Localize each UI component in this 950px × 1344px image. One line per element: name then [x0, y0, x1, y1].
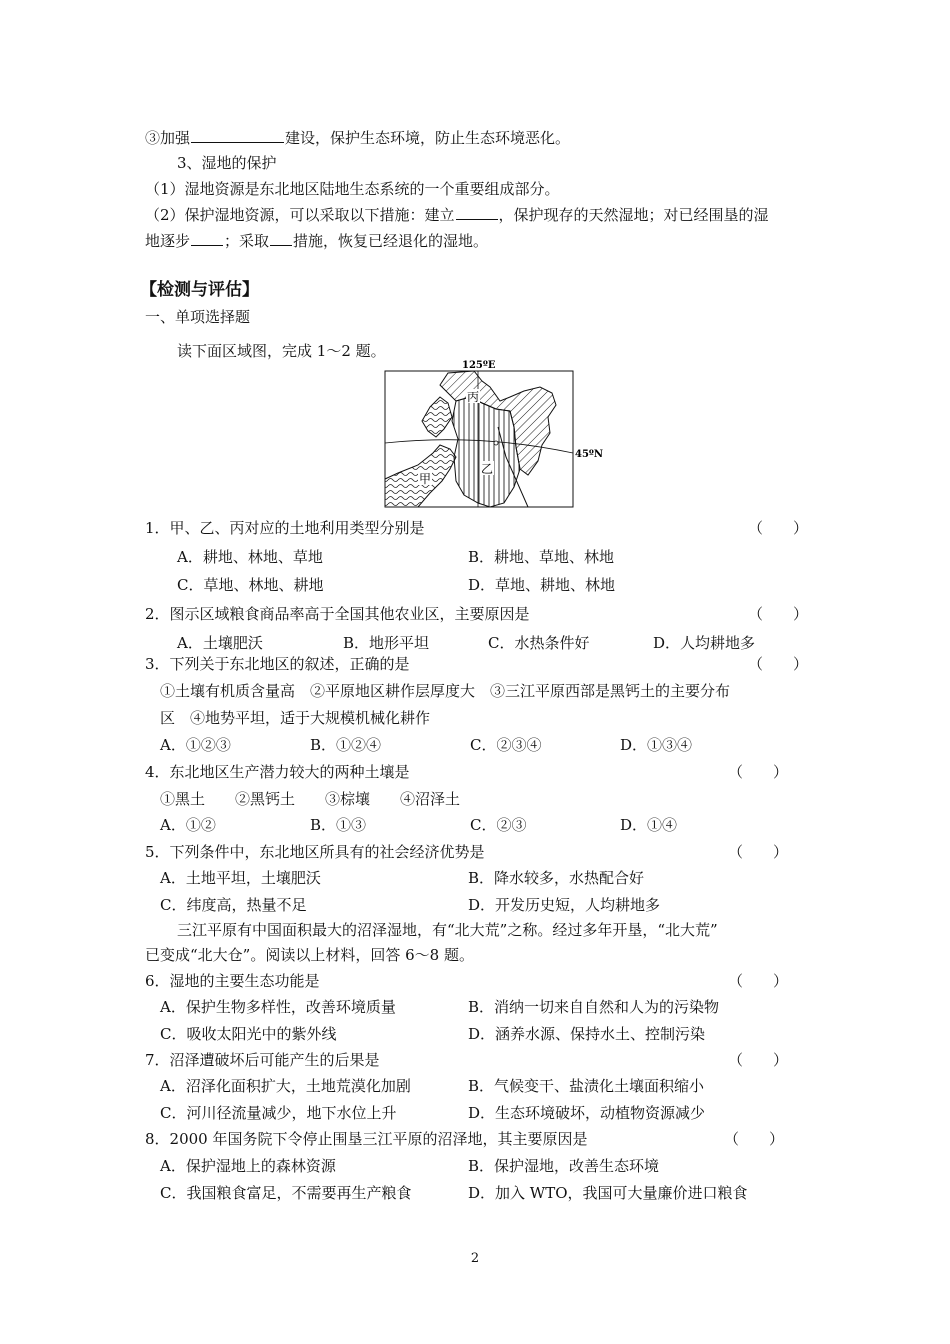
- q1-stem: 1．甲、乙、丙对应的土地利用类型分别是: [145, 519, 425, 537]
- section-title: 3、湿地的保护: [177, 154, 277, 172]
- item3-line: ③加强 建设，保护生态环境，防止生态环境恶化。: [145, 126, 570, 148]
- city-dot: [494, 441, 498, 445]
- answer-paren[interactable]: （ ）: [748, 605, 809, 623]
- map-intro: 读下面区域图，完成 1～2 题。: [177, 342, 386, 360]
- fill-blank[interactable]: [270, 229, 292, 246]
- q8-stem: 8．2000 年国务院下令停止围垦三江平原的沼泽地，其主要原因是: [145, 1130, 588, 1148]
- label-jia: 甲: [419, 472, 432, 486]
- answer-paren[interactable]: （ ）: [748, 655, 809, 673]
- label-yi: 乙: [481, 462, 494, 476]
- option-d[interactable]: D．涵养水源、保持水土、控制污染: [468, 1025, 706, 1043]
- option-c[interactable]: C．②③④: [470, 736, 542, 754]
- option-c[interactable]: C．水热条件好: [488, 634, 590, 652]
- option-c[interactable]: C．②③: [470, 816, 527, 834]
- option-a[interactable]: A．保护生物多样性，改善环境质量: [160, 998, 396, 1016]
- answer-paren[interactable]: （ ）: [748, 519, 809, 537]
- part-title: 一、单项选择题: [145, 308, 251, 326]
- lon-label: 125ºE: [462, 360, 496, 371]
- fill-blank[interactable]: [191, 126, 284, 143]
- material-text: 三江平原有中国面积最大的沼泽湿地，有“北大荒”之称。经过多年开垦，“北大荒”: [177, 921, 718, 939]
- option-d[interactable]: D．①③④: [620, 736, 693, 754]
- answer-paren[interactable]: （ ）: [728, 1051, 789, 1069]
- label-bing: 丙: [467, 390, 480, 404]
- option-b[interactable]: B．耕地、草地、林地: [468, 548, 615, 566]
- option-d[interactable]: D．人均耕地多: [653, 634, 756, 652]
- q4-stem: 4．东北地区生产潜力较大的两种土壤是: [145, 763, 410, 781]
- option-c[interactable]: C．河川径流量减少，地下水位上升: [160, 1104, 397, 1122]
- fill-blank[interactable]: [456, 203, 498, 220]
- paragraph-2: （2）保护湿地资源，可以采取以下措施：建立 ，保护现存的天然湿地；对已经围垦的湿: [145, 203, 769, 225]
- option-b[interactable]: B．气候变干、盐渍化土壤面积缩小: [468, 1077, 705, 1095]
- option-d[interactable]: D．加入 WTO，我国可大量廉价进口粮食: [468, 1184, 748, 1202]
- option-d[interactable]: D．生态环境破坏，动植物资源减少: [468, 1104, 706, 1122]
- option-d[interactable]: D．①④: [620, 816, 678, 834]
- option-d[interactable]: D．开发历史短，人均耕地多: [468, 896, 661, 914]
- option-c[interactable]: C．我国粮食富足，不需要再生产粮食: [160, 1184, 412, 1202]
- region-yi: [452, 397, 520, 507]
- answer-paren[interactable]: （ ）: [728, 972, 789, 990]
- q7-stem: 7．沼泽遭破坏后可能产生的后果是: [145, 1051, 380, 1069]
- option-b[interactable]: B．降水较多，水热配合好: [468, 869, 645, 887]
- option-a[interactable]: A．土壤肥沃: [177, 634, 263, 652]
- q4-items: ①黑土 ②黑钙土 ③棕壤 ④沼泽土: [160, 790, 461, 808]
- assessment-heading: 【检测与评估】: [140, 280, 259, 300]
- q5-stem: 5．下列条件中，东北地区所具有的社会经济优势是: [145, 843, 485, 861]
- option-a[interactable]: A．保护湿地上的森林资源: [160, 1157, 336, 1175]
- option-b[interactable]: B．消纳一切来自自然和人为的污染物: [468, 998, 720, 1016]
- option-a[interactable]: A．①②: [160, 816, 216, 834]
- option-a[interactable]: A．沼泽化面积扩大，土地荒漠化加剧: [160, 1077, 411, 1095]
- option-b[interactable]: B．保护湿地，改善生态环境: [468, 1157, 660, 1175]
- answer-paren[interactable]: （ ）: [728, 763, 789, 781]
- q3-statements: ①土壤有机质含量高 ②平原地区耕作层厚度大 ③三江平原西部是黑钙土的主要分布: [160, 682, 731, 700]
- option-a[interactable]: A．土地平坦，土壤肥沃: [160, 869, 321, 887]
- q2-stem: 2．图示区域粮食商品率高于全国其他农业区，主要原因是: [145, 605, 530, 623]
- option-a[interactable]: A．耕地、林地、草地: [177, 548, 323, 566]
- region-map: [378, 357, 610, 513]
- option-a[interactable]: A．①②③: [160, 736, 231, 754]
- lat-label: 45ºN: [575, 449, 604, 460]
- q6-stem: 6．湿地的主要生态功能是: [145, 972, 320, 990]
- fill-blank[interactable]: [191, 229, 223, 246]
- option-c[interactable]: C．吸收太阳光中的紫外线: [160, 1025, 337, 1043]
- q3-stem: 3．下列关于东北地区的叙述，正确的是: [145, 655, 410, 673]
- option-c[interactable]: C．纬度高，热量不足: [160, 896, 307, 914]
- answer-paren[interactable]: （ ）: [728, 843, 789, 861]
- answer-paren[interactable]: （ ）: [724, 1130, 785, 1148]
- option-b[interactable]: B．地形平坦: [343, 634, 430, 652]
- option-c[interactable]: C．草地、林地、耕地: [177, 576, 324, 594]
- q3-statements-cont: 区 ④地势平坦，适于大规模机械化耕作: [160, 709, 431, 727]
- material-text-cont: 已变成“北大仓”。阅读以上材料，回答 6～8 题。: [145, 946, 474, 964]
- option-b[interactable]: B．①③: [310, 816, 367, 834]
- paragraph-1: （1）湿地资源是东北地区陆地生态系统的一个重要组成部分。: [145, 180, 560, 198]
- option-d[interactable]: D．草地、耕地、林地: [468, 576, 616, 594]
- option-b[interactable]: B．①②④: [310, 736, 382, 754]
- paragraph-2-cont: 地逐步 ；采取 措施，恢复已经退化的湿地。: [145, 229, 488, 251]
- page-number: 2: [470, 1251, 480, 1266]
